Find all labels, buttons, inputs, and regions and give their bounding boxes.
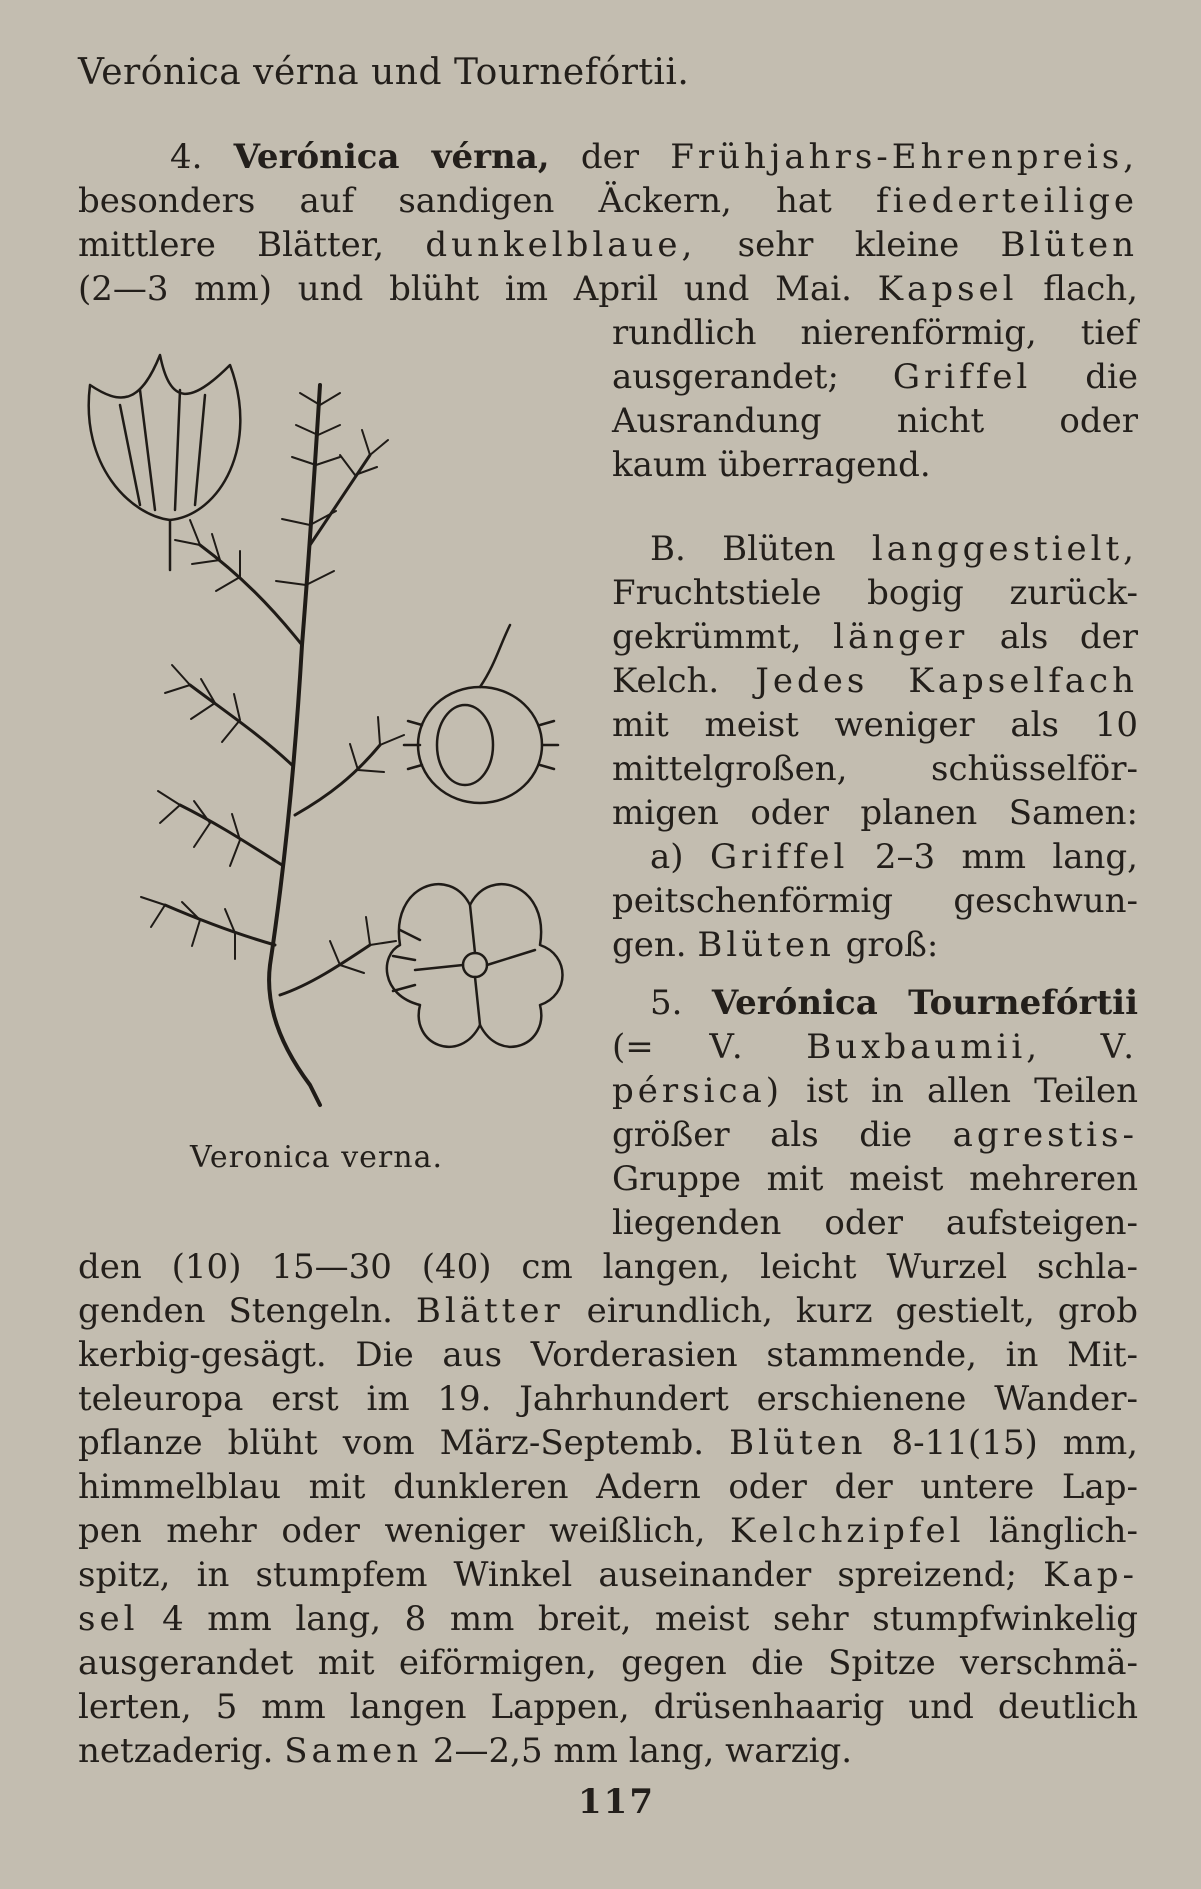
species4-line-8: kaum überragend. (612, 445, 931, 485)
groupB-a-line-1: a) Griffel 2–3 mm lang, (650, 837, 1138, 877)
species5-line-1: 5. Verónica Tournefórtii (650, 983, 1138, 1023)
species4-line-2: besonders auf sandigen Äckern, hat fiederteilige (78, 181, 1139, 221)
groupB-line-3: gekrümmt, länger als der (612, 617, 1139, 657)
species4-line-3: mittlere Blätter, dunkelblaue, sehr kleine Blüten (78, 225, 1138, 265)
species5-full-line-4: teleuropa erst im 19. Jahrhundert erschienene Wander- (78, 1379, 1138, 1419)
species5-full-line-12: netzaderig. Samen 2—2,5 mm lang, warzig. (78, 1731, 853, 1771)
species5-name: Verónica Tournefórtii (711, 983, 1138, 1023)
groupB-line-7: migen oder planen Samen: (612, 793, 1138, 833)
figure-caption: Veronica verna. (190, 1140, 443, 1175)
species4-line-1: 4. Verónica vérna, der Frühjahrs-Ehrenpreis, (170, 137, 1139, 177)
species5-full-line-7: pen mehr oder weniger weißlich, Kelchzipfel länglich- (78, 1511, 1139, 1551)
species5-full-line-3: kerbig-gesägt. Die aus Vorderasien stammende, in Mit- (78, 1335, 1138, 1375)
running-head: Verónica vérna und Tournefórtii. (78, 52, 690, 93)
species5-full-line-1: den (10) 15—30 (40) cm langen, leicht Wurzel schla- (78, 1247, 1138, 1287)
species5-line-4: größer als die agrestis- (612, 1115, 1138, 1155)
plant-illustration-icon (70, 345, 590, 1125)
groupB-a-line-2: peitschenförmig geschwun- (612, 881, 1138, 921)
groupB-a-line-3: gen. Blüten groß: (612, 925, 939, 965)
species5-line-6: liegenden oder aufsteigen- (612, 1203, 1138, 1243)
species5-line-2: (= V. Buxbaumii, V. (612, 1027, 1138, 1067)
species5-full-line-10: ausgerandet mit eiförmigen, gegen die Spitze verschmä- (78, 1643, 1138, 1683)
species5-line-3: pérsica) ist in allen Teilen (612, 1071, 1138, 1111)
species4-line-5: rundlich nierenförmig, tief (612, 313, 1138, 353)
groupB-line-4: Kelch. Jedes Kapselfach (612, 661, 1138, 701)
species5-full-line-9: sel 4 mm lang, 8 mm breit, meist sehr stumpfwinkelig (78, 1599, 1138, 1639)
species5-line-5: Gruppe mit meist mehreren (612, 1159, 1138, 1199)
species5-full-line-6: himmelblau mit dunkleren Adern oder der untere Lap- (78, 1467, 1138, 1507)
groupB-line-1: B. Blüten langgestielt, (650, 529, 1138, 569)
species4-line-6: ausgerandet; Griffel die (612, 357, 1138, 397)
species4-line-7: Ausrandung nicht oder (612, 401, 1138, 441)
species5-full-line-2: genden Stengeln. Blätter eirundlich, kurz gestielt, grob (78, 1291, 1139, 1331)
species5-full-line-11: lerten, 5 mm langen Lappen, drüsenhaarig und deutlich (78, 1687, 1138, 1727)
species4-name: Verónica vérna, (233, 137, 550, 177)
groupB-line-2: Fruchtstiele bogig zurück- (612, 573, 1138, 613)
species5-full-line-5: pflanze blüht vom März-Septemb. Blüten 8-11(15) mm, (78, 1423, 1138, 1463)
page-number: 117 (578, 1782, 655, 1822)
species4-line-4: (2—3 mm) und blüht im April und Mai. Kapsel flach, (78, 269, 1138, 309)
groupB-line-5: mit meist weniger als 10 (612, 705, 1138, 745)
groupB-line-6: mittelgroßen, schüsselför- (612, 749, 1138, 789)
species5-full-line-8: spitz, in stumpfem Winkel auseinander spreizend; Kap- (78, 1555, 1138, 1595)
